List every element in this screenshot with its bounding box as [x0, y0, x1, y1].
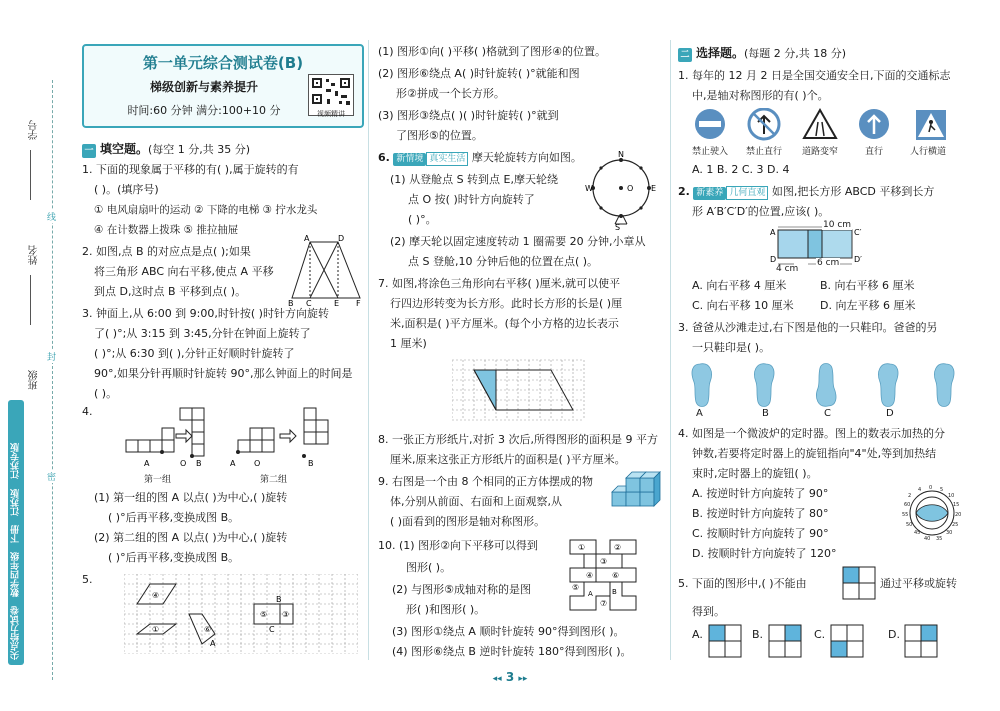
- section2-title: 选择题。: [696, 46, 745, 60]
- s2-option-d: D. 向左平移 6 厘米: [820, 299, 916, 312]
- q9-line2: 体,分别从前面、右面和上面观察,从: [390, 495, 562, 508]
- s3-label-c: C: [824, 408, 831, 419]
- svg-text:2: 2: [908, 493, 912, 499]
- svg-text:A: A: [304, 234, 310, 243]
- svg-text:⑦: ⑦: [600, 599, 608, 608]
- svg-text:③: ③: [282, 610, 290, 619]
- svg-text:35: 35: [936, 536, 943, 542]
- section2-badge: 二: [678, 48, 692, 62]
- svg-text:④: ④: [586, 571, 594, 580]
- name-label: 姓名: [29, 245, 40, 265]
- traffic-signs: [692, 108, 962, 144]
- s5-option-d-shape: [904, 624, 938, 658]
- q7-line3: 米,面积是( )平方厘米。(每个小方格的边长表示: [390, 317, 619, 330]
- svg-text:⑥: ⑥: [204, 625, 212, 634]
- sign-label-4: 直行: [864, 147, 883, 157]
- svg-text:B: B: [288, 299, 294, 308]
- q7-line1: 7. 如图,将涂色三角形向右平移( )厘米,就可以使平: [378, 277, 621, 290]
- svg-text:0: 0: [929, 485, 933, 491]
- q7-line4: 1 厘米): [390, 337, 427, 350]
- page-subtitle: 梯级创新与素养提升: [149, 80, 258, 94]
- q1-line3: ① 电风扇扇叶的运动 ② 下降的电梯 ③ 拧水龙头: [94, 204, 318, 216]
- q2-line2: 将三角形 ABC 向右平移,使点 A 平移: [94, 265, 274, 278]
- svg-text:C: C: [269, 625, 275, 634]
- q6-line3: 点 O 按( )时针方向旋转了: [408, 193, 535, 206]
- q7-line2: 行四边形转变为长方形。此时长方形的长是( )厘: [390, 297, 623, 310]
- s2-dim-10cm: 10 cm: [823, 220, 852, 230]
- cut-mark-3: 密: [47, 470, 58, 483]
- svg-text:E: E: [651, 184, 657, 193]
- s3-line2: 一只鞋印是( )。: [692, 341, 771, 354]
- q5-sub2: (2) 图形⑥绕点 A( )时针旋转( )°就能和图: [378, 67, 580, 80]
- svg-text:C′: C′: [854, 228, 862, 237]
- svg-text:D′: D′: [854, 255, 862, 264]
- q4-line3: (2) 第二组的图 A 以点( )为中心,( )旋转: [94, 531, 288, 544]
- s3-label-b: B: [762, 408, 769, 419]
- s2-option-c: C. 向右平移 10 厘米: [692, 299, 794, 312]
- cut-mark-1: 线: [47, 210, 58, 223]
- svg-text:20: 20: [955, 512, 962, 518]
- section1-title: 填空题。: [100, 142, 149, 156]
- svg-text:B: B: [612, 588, 617, 596]
- q5-number: 5.: [82, 573, 93, 586]
- q6-line2: (1) 从登舱点 S 转到点 E,摩天轮绕: [390, 173, 558, 186]
- q9-line3: ( )面看到的图形是轴对称图形。: [390, 515, 546, 528]
- s5-option-c-shape: [830, 624, 864, 658]
- section1-heading: [82, 140, 250, 158]
- svg-text:B: B: [308, 459, 314, 468]
- svg-text:O: O: [180, 459, 187, 468]
- svg-text:A: A: [144, 459, 150, 468]
- trapezoid-figure: [288, 234, 364, 308]
- q10-line1: 10. (1) 图形②向下平移可以得到: [378, 539, 538, 552]
- s2-dim-4cm: 4 cm: [776, 264, 799, 274]
- svg-text:40: 40: [924, 536, 931, 542]
- s5-label-a: A.: [692, 628, 703, 641]
- svg-text:①: ①: [152, 625, 160, 634]
- svg-text:4: 4: [918, 487, 922, 493]
- q1-line4: ④ 在计数器上拨珠 ⑤ 推拉抽屉: [94, 224, 239, 236]
- straight-ahead-sign-icon: [859, 109, 889, 139]
- section1-note: (每空 1 分,共 35 分): [148, 143, 251, 156]
- svg-text:B: B: [196, 459, 202, 468]
- q5-sub2b: 形②拼成一个长方形。: [396, 87, 505, 100]
- q3-line5: ( )。: [94, 387, 118, 400]
- binding-sidebar: [0, 0, 70, 711]
- svg-text:⑤: ⑤: [572, 583, 580, 592]
- svg-text:W: W: [585, 184, 593, 193]
- q10-shapes-figure: [566, 534, 662, 612]
- svg-text:O: O: [254, 459, 261, 468]
- s5-label-b: B.: [752, 628, 764, 641]
- svg-text:A: A: [230, 459, 236, 468]
- svg-text:30: 30: [946, 530, 953, 536]
- s4-line3: 束时,定时器上的旋钮( )。: [692, 467, 818, 480]
- q3-line2: 了( )°;从 3:15 到 3:45,分针在钟面上旋转了: [94, 327, 311, 340]
- svg-text:N: N: [618, 150, 624, 159]
- q6-line6: 点 S 登舱,10 分钟后他的位置在点( )。: [408, 255, 599, 268]
- sign-label-5: 人行横道: [909, 147, 946, 157]
- s1-line1: 1. 每年的 12 月 2 日是全国交通安全日,下面的交通标志: [678, 69, 951, 82]
- q7-grid-figure: [452, 358, 588, 428]
- s3-label-a: A: [696, 408, 703, 419]
- s4-option-b: B. 按逆时针方向旋转了 80°: [692, 507, 829, 520]
- q5-sub3: (3) 图形③绕点( )( )时针旋转( )°就到: [378, 109, 559, 122]
- footprint-b-icon: [754, 364, 774, 407]
- page-title: 第一单元综合测试卷(B): [142, 54, 304, 72]
- q10-line2: 图形( )。: [406, 561, 452, 574]
- student-id-line: [30, 150, 31, 200]
- svg-text:⑥: ⑥: [612, 571, 620, 580]
- q3-line1: 3. 钟面上,从 6:00 到 9:00,时针按( )时针方向旋转: [82, 307, 329, 320]
- section1-badge: 一: [82, 144, 96, 158]
- s2-line2: 形 A′B′C′D′的位置,应该( )。: [692, 205, 830, 218]
- footprint-d-icon: [878, 364, 898, 407]
- svg-text:45: 45: [914, 530, 921, 536]
- s5-option-a-shape: [708, 624, 742, 658]
- s5-reference-shape: [842, 566, 876, 600]
- q2-line1: 2. 如图,点 B 的对应点是点( );如果: [82, 245, 251, 258]
- q10-line5: (3) 图形①绕点 A 顺时针旋转 90°得到图形( )。: [392, 625, 625, 638]
- q4-number: 4.: [82, 405, 93, 418]
- s2-tag1: 新素养: [693, 187, 726, 200]
- svg-text:A: A: [770, 228, 776, 237]
- s5-line2: 通过平移或旋转: [880, 577, 957, 590]
- series-text: 尖点给力试卷 数学四年级 下册 江苏版 江苏专版: [11, 443, 21, 660]
- s1-line2: 中,是轴对称图形的有( )个。: [692, 89, 829, 102]
- svg-text:55: 55: [902, 512, 909, 518]
- reference-footprint-icon: [934, 364, 954, 407]
- s5-line1: 5. 下面的图形中,( )不能由: [678, 577, 807, 590]
- svg-text:D: D: [770, 255, 777, 264]
- q10-line3: (2) 与图形⑤成轴对称的是图: [392, 583, 531, 596]
- svg-text:15: 15: [953, 502, 960, 508]
- q5-sub1: (1) 图形①向( )平移( )格就到了图形④的位置。: [378, 45, 606, 58]
- exam-info: 时间:60 分钟 满分:100+10 分: [127, 104, 281, 117]
- s5-option-b-shape: [768, 624, 802, 658]
- s2-tag2: 几何直观: [726, 186, 768, 200]
- sign-label-3: 道路变窄: [801, 147, 838, 157]
- q6-line1: 6. 新情境 真实生活 摩天轮旋转方向如图。: [378, 151, 582, 164]
- s2-dim-6cm: 6 cm: [817, 258, 840, 268]
- q6-tag2: 真实生活: [426, 152, 468, 166]
- qr-caption: 视频精讲: [317, 110, 345, 118]
- q4-caption2: 第二组: [260, 475, 288, 485]
- svg-text:F: F: [356, 299, 361, 308]
- s4-option-a: A. 按逆时针方向旋转了 90°: [692, 487, 829, 500]
- svg-text:10: 10: [948, 493, 955, 499]
- s5-line3: 得到。: [692, 605, 725, 618]
- s4-option-c: C. 按顺时针方向旋转了 90°: [692, 527, 829, 540]
- footprint-c-icon: [816, 364, 836, 407]
- crosswalk-sign-icon: [916, 110, 946, 140]
- q4-line2: ( )°后再平移,变换成图 B。: [108, 511, 240, 524]
- cut-line: [52, 80, 53, 680]
- q3-line4: 90°,如果分针再顺时针旋转 90°,那么钟面上的时间是: [94, 367, 353, 380]
- q6-line5: (2) 摩天轮以固定速度转动 1 圈需要 20 分钟,小章从: [390, 235, 646, 248]
- q10-line6: (4) 图形⑥绕点 B 逆时针旋转 180°得到图形( )。: [392, 645, 632, 658]
- q4-line1: (1) 第一组的图 A 以点( )为中心,( )旋转: [94, 491, 288, 504]
- s4-line1: 4. 如图是一个微波炉的定时器。图上的数表示加热的分: [678, 427, 945, 440]
- svg-text:S: S: [615, 223, 621, 230]
- sign-label-2: 禁止直行: [745, 147, 782, 157]
- svg-text:B: B: [276, 595, 282, 604]
- q3-line3: ( )°;从 6:30 到( ),分针正好顺时针旋转了: [94, 347, 295, 360]
- q4-caption1: 第一组: [144, 475, 172, 485]
- s5-label-d: D.: [888, 628, 900, 641]
- section2-heading: [678, 44, 846, 62]
- svg-text:③: ③: [600, 557, 608, 566]
- sign-label-1: 禁止驶入: [691, 147, 728, 157]
- svg-text:A: A: [588, 590, 593, 598]
- s2-option-b: B. 向右平移 6 厘米: [820, 279, 915, 292]
- microwave-timer-figure: [900, 480, 964, 546]
- q2-line3: 到点 D,这时点 B 平移到点( )。: [94, 285, 247, 298]
- q4-line4: ( )°后再平移,变换成图 B。: [108, 551, 240, 564]
- class-label: 班级: [29, 370, 40, 390]
- no-entry-sign-icon: [695, 109, 725, 139]
- q5-grid-figure: [124, 574, 358, 654]
- next-arrow-icon: ▸▸: [518, 674, 528, 684]
- svg-text:④: ④: [152, 591, 160, 600]
- s4-line2: 钟数,若要将定时器上的旋钮指向"4"处,等到加热结: [692, 447, 937, 460]
- cut-mark-2: 封: [47, 350, 58, 363]
- svg-text:50: 50: [906, 522, 913, 528]
- name-line: [30, 275, 31, 325]
- q1-line2: ( )。(填序号): [94, 183, 159, 196]
- s4-option-d: D. 按顺时针方向旋转了 120°: [692, 547, 837, 560]
- qr-code[interactable]: [308, 74, 354, 116]
- page-number: ◂◂ 3 ▸▸: [492, 670, 528, 684]
- student-id-label: 学号: [29, 120, 40, 140]
- road-narrows-sign-icon: [804, 110, 836, 138]
- column-divider-1: [368, 40, 369, 660]
- no-straight-sign-icon: [749, 109, 779, 139]
- svg-text:E: E: [334, 299, 340, 308]
- s2-option-a: A. 向右平移 4 厘米: [692, 279, 787, 292]
- s2-line1: 2. 新素养 几何直观 如图,把长方形 ABCD 平移到长方: [678, 185, 935, 198]
- svg-text:②: ②: [614, 543, 622, 552]
- svg-text:D: D: [338, 234, 345, 243]
- svg-text:①: ①: [578, 543, 586, 552]
- svg-text:⑤: ⑤: [260, 610, 268, 619]
- s3-label-d: D: [886, 408, 894, 419]
- svg-text:25: 25: [952, 522, 959, 528]
- prev-arrow-icon: ◂◂: [492, 674, 502, 684]
- svg-text:A: A: [210, 639, 216, 648]
- q9-line1: 9. 右图是一个由 8 个相同的正方体摆成的物: [378, 475, 593, 488]
- footprint-a-icon: [692, 364, 712, 407]
- q10-line4: 形( )和图形( )。: [406, 603, 486, 616]
- column-divider-2: [670, 40, 671, 660]
- q8-line1: 8. 一张正方形纸片,对折 3 次后,所得图形的面积是 9 平方: [378, 433, 658, 446]
- q6-tag1: 新情境: [393, 153, 426, 166]
- s3-line1: 3. 爸爸从沙滩走过,右下图是他的一只鞋印。爸爸的另: [678, 321, 938, 334]
- q8-line2: 厘米,原来这张正方形纸片的面积是( )平方厘米。: [390, 453, 626, 466]
- q5-sub3b: 了图形⑤的位置。: [396, 129, 483, 142]
- header-box: [82, 44, 364, 128]
- footprints-figure: [686, 360, 966, 410]
- section2-note: (每题 2 分,共 18 分): [744, 47, 847, 60]
- svg-text:60: 60: [904, 502, 911, 508]
- q6-line4: ( )°。: [408, 213, 437, 226]
- cube-stack-figure: [608, 470, 662, 514]
- svg-text:O: O: [627, 184, 634, 193]
- svg-text:C: C: [306, 299, 312, 308]
- s5-label-c: C.: [814, 628, 826, 641]
- q1-line1: 1. 下面的现象属于平移的有( ),属于旋转的有: [82, 163, 299, 176]
- svg-text:5: 5: [940, 487, 944, 493]
- ferris-wheel-figure: [585, 150, 665, 230]
- s1-options: A. 1 B. 2 C. 3 D. 4: [692, 163, 790, 176]
